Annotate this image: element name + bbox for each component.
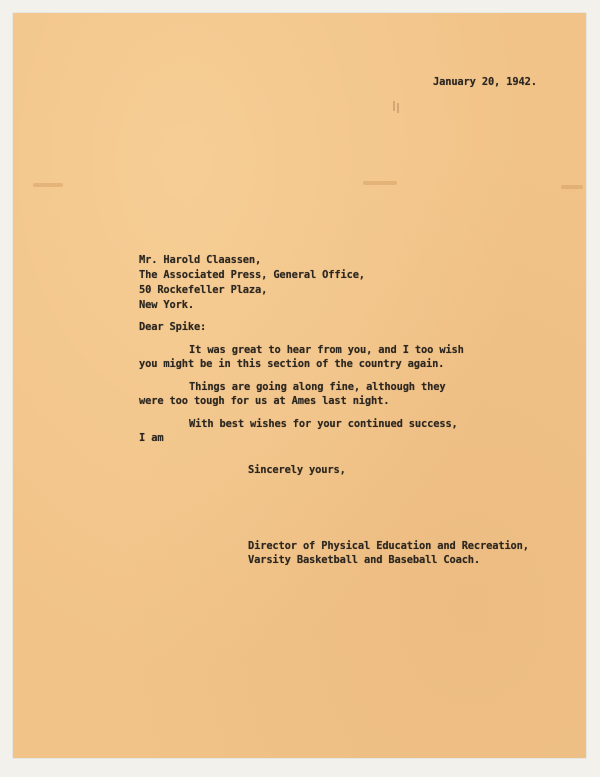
paper-mark [397, 103, 399, 113]
body-paragraph-3-line-1: With best wishes for your continued success, [189, 418, 458, 430]
recipient-street: 50 Rockefeller Plaza, [139, 284, 268, 296]
body-paragraph-1-line-2: you might be in this section of the country again. [139, 358, 445, 370]
paper-mark [561, 185, 583, 189]
paper-mark [393, 101, 395, 111]
paper-mark [33, 183, 63, 187]
body-paragraph-1-line-1: It was great to hear from you, and I too wish [189, 344, 464, 356]
closing: Sincerely yours, [248, 464, 346, 476]
paper-mark [363, 181, 397, 185]
signature-title-line-1: Director of Physical Education and Recreation, [248, 540, 529, 552]
letter-page [13, 13, 586, 758]
body-paragraph-2-line-1: Things are going along fine, although they [189, 381, 446, 393]
body-paragraph-2-line-2: were too tough for us at Ames last night. [139, 395, 390, 407]
recipient-name: Mr. Harold Claassen, [139, 254, 262, 266]
body-paragraph-3-line-2: I am [139, 432, 164, 444]
recipient-organization: The Associated Press, General Office, [139, 269, 365, 281]
letter-date: January 20, 1942. [433, 76, 537, 88]
signature-title-line-2: Varsity Basketball and Baseball Coach. [248, 554, 481, 566]
recipient-city: New York. [139, 299, 194, 311]
salutation: Dear Spike: [139, 321, 207, 333]
